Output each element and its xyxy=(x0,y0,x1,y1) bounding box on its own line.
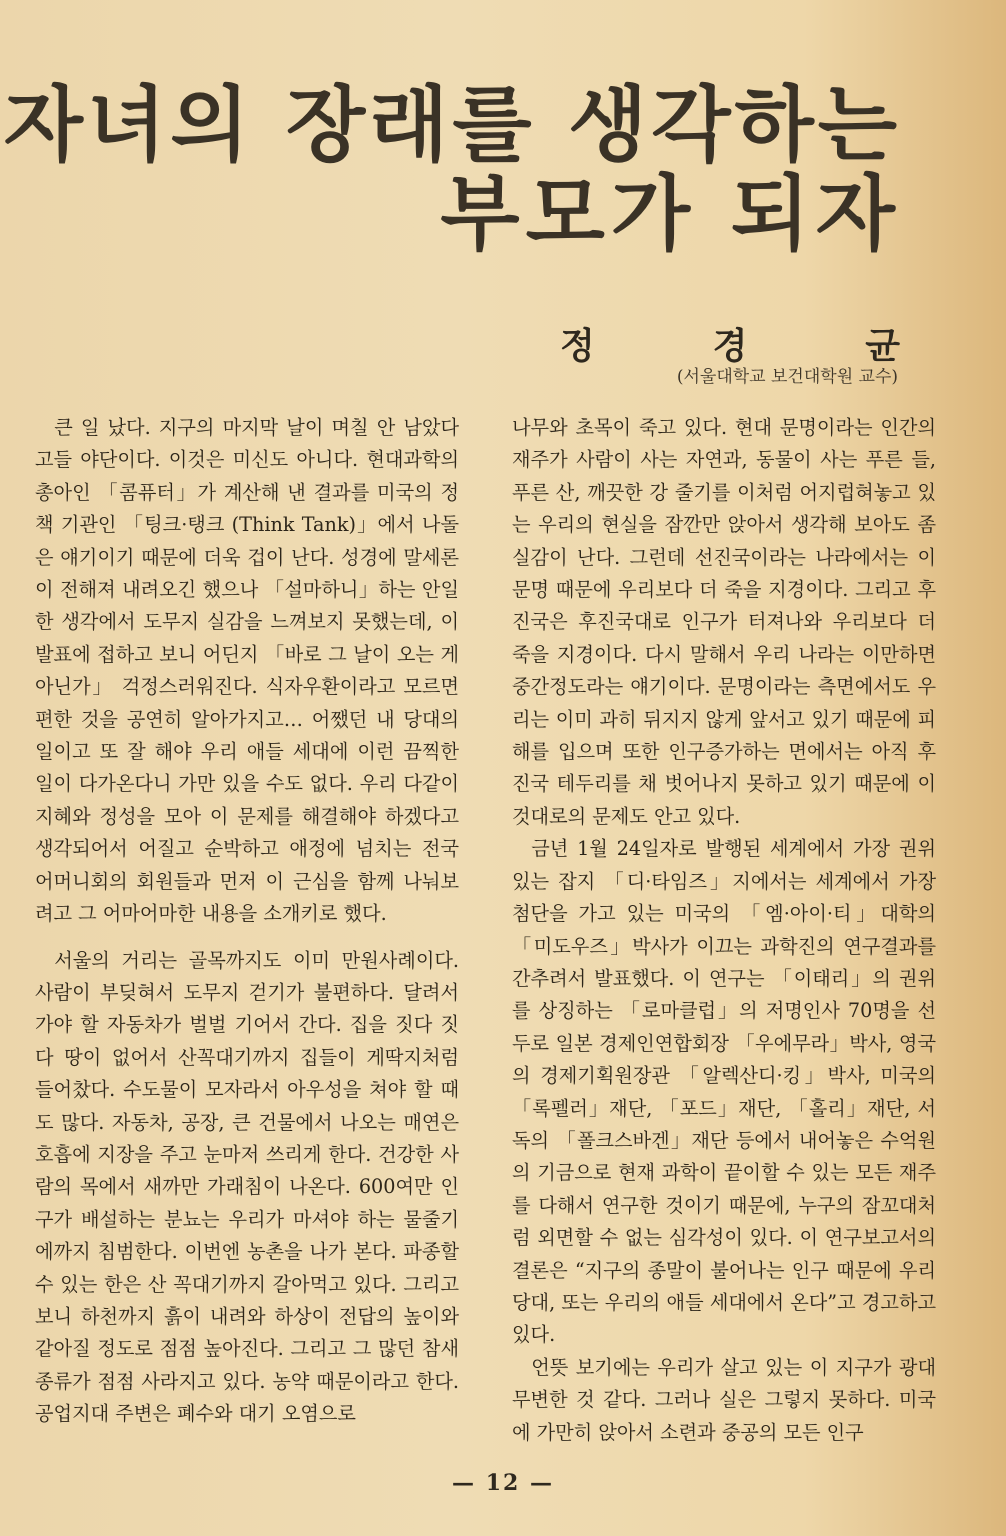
left-text-column xyxy=(35,412,459,1431)
author-name-char-2: 경 xyxy=(712,326,748,367)
article-title-line2: 부모가 되자 xyxy=(440,166,901,262)
body-paragraph: 나무와 초목이 죽고 있다. 현대 문명이라는 인간의 재주가 사람이 사는 자연과, 동물이 사는 푸른 들, 푸른 산, 깨끗한 강 줄기를 이처럼 어지럽혀놓고 있는 우리의 현실을 잠깐만 앉아서 생각해 보아도 좀 실감이 난다. 그런데 선진국이라는 나라에서는 이 문명 때문에 우리보다 더 죽을 지경이다. 그리고 후진국은 후진국대로 인구가 터져나와 우리보다 더 죽을 지경이다. 다시 말해서 우리 나라는 이만하면 중간정도라는 얘기이다. 문명이라는 측면에서도 우리는 이미 과히 뒤지지 않게 앞서고 있기 때문에 피해를 입으며 또한 인구증가하는 면에서는 아직 후진국 테두리를 채 벗어나지 못하고 있기 때문에 이것대로의 문제도 안고 있다. xyxy=(512,416,936,828)
author-name-char-3: 균 xyxy=(865,326,900,367)
author-name-char-1: 정 xyxy=(560,326,595,367)
right-text-column xyxy=(512,412,936,1449)
body-paragraph: 언뜻 보기에는 우리가 살고 있는 이 지구가 광대무변한 것 같다. 그러나 실은 그렇지 못하다. 미국에 가만히 앉아서 소련과 중공의 모든 인구 xyxy=(512,1355,936,1444)
body-paragraph: 큰 일 났다. 지구의 마지막 날이 며칠 안 남았다고들 야단이다. 이것은 미신도 아니다. 현대과학의 총아인 「콤퓨터」가 계산해 낸 결과를 미국의 정책 기관인 「팅크·탱크 (Think Tank)」에서 나돌은 얘기이기 때문에 더욱 겁이 난다. 성경에 말세론이 전해져 내려오긴 했으나 「설마하니」하는 안일한 생각에서 도무지 실감을 느껴보지 못했는데, 이 발표에 접하고 보니 어딘지 「바로 그 날이 오는 게 아닌가」 걱정스러워진다. 식자우환이라고 모르면 편한 것을 공연히 알아가지고… 어쨌던 내 당대의 일이고 또 잘 해야 우리 애들 세대에 이런 끔찍한 일이 다가온다니 가만 있을 수도 없다. 우리 다같이 지혜와 정성을 모아 이 문제를 해결해야 하겠다고 생각되어서 어질고 순박하고 애정에 넘치는 전국 어머니회의 회원들과 먼저 이 근심을 함께 나눠보려고 그 어마어마한 내용을 소개키로 했다. xyxy=(35,416,459,926)
page-number: — 12 — xyxy=(452,1470,554,1496)
body-paragraph: 금년 1월 24일자로 발행된 세계에서 가장 권위 있는 잡지 「디·타임즈」지에서는 세계에서 가장 첨단을 가고 있는 미국의 「엠·아이·티」대학의 「미도우즈」박사가 이끄는 과학진의 연구결과를 간추려서 발표했다. 이 연구는 「이태리」의 권위를 상징하는 「로마클럽」의 저명인사 70명을 선두로 일본 경제인연합회장 「우에무라」박사, 영국의 경제기획원장관 「알렉산디·킹」박사, 미국의 「록펠러」재단, 「포드」재단, 「홀리」재단, 서독의 「폴크스바겐」재단 등에서 내어놓은 수억원의 기금으로 현재 과학이 끝이할 수 있는 모든 재주를 다해서 연구한 것이기 때문에, 누구의 잠꼬대처럼 외면할 수 없는 심각성이 있다. 이 연구보고서의 결론은 “지구의 종말이 불어나는 인구 때문에 우리 당대, 또는 우리의 애들 세대에서 온다”고 경고하고 있다. xyxy=(512,837,936,1347)
article-title xyxy=(3,78,901,262)
body-paragraph: 서울의 거리는 골목까지도 이미 만원사례이다. 사람이 부딪혀서 도무지 걷기가 불편하다. 달려서 가야 할 자동차가 벌벌 기어서 간다. 집을 짓다 짓다 땅이 없어서 산꼭대기까지 집들이 게딱지처럼 들어찼다. 수도물이 모자라서 아우성을 쳐야 할 때도 많다. 자동차, 공장, 큰 건물에서 나오는 매연은 호흡에 지장을 주고 눈마저 쓰리게 한다. 건강한 사람의 목에서 새까만 가래침이 나온다. 600여만 인구가 배설하는 분뇨는 우리가 마셔야 하는 물줄기에까지 침범한다. 이번엔 농촌을 나가 본다. 파종할 수 있는 한은 산 꼭대기까지 갈아먹고 있다. 그리고 보니 하천까지 흙이 내려와 하상이 전답의 높이와 같아질 정도로 점점 높아진다. 그리고 그 많던 참새 종류가 점점 사라지고 있다. 농약 때문이라고 한다. 공업지대 주변은 폐수와 대기 오염으로 xyxy=(35,948,459,1426)
article-title-line1: 자녀의 장래를 생각하는 xyxy=(3,78,901,173)
author-affiliation: (서울대학교 보건대학원 교수) xyxy=(676,367,898,387)
